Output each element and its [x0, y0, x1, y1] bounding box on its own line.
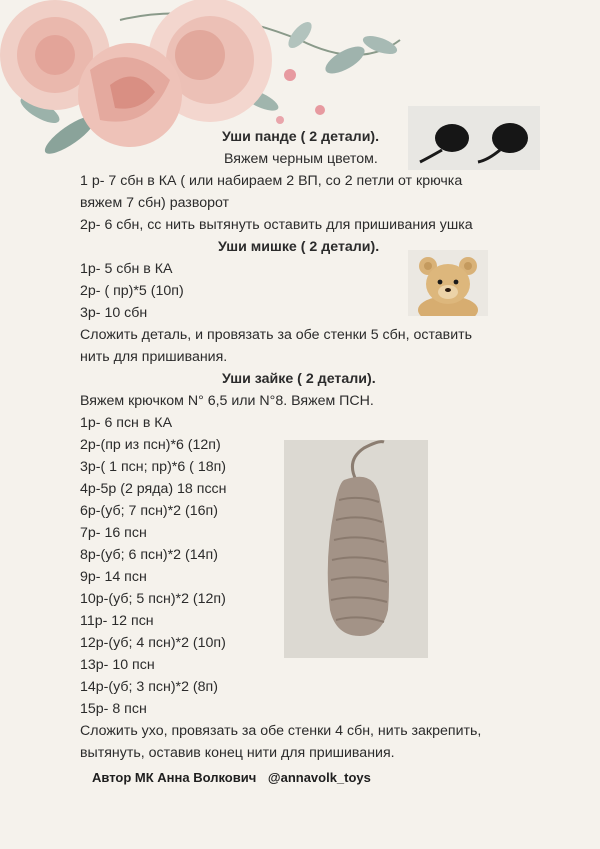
bunny-title: Уши зайке ( 2 детали).: [222, 371, 376, 387]
bunny-row: 7р- 16 псн: [80, 525, 147, 541]
bunny-row: 13р- 10 псн: [80, 657, 155, 673]
bunny-row: 4р-5р (2 ряда) 18 пссн: [80, 481, 227, 497]
bear-row-2: 2р- ( пр)*5 (10п): [80, 283, 184, 299]
bunny-row: 15р- 8 псн: [80, 701, 147, 717]
bunny-row: 3р-( 1 псн; пр)*6 ( 18п): [80, 459, 227, 475]
bunny-row: 6р-(уб; 7 псн)*2 (16п): [80, 503, 218, 519]
author-credit: [92, 770, 379, 785]
bear-finish-b: нить для пришивания.: [80, 349, 228, 365]
bunny-row: 10р-(уб; 5 псн)*2 (12п): [80, 591, 226, 607]
panda-row-1a: 1 р- 7 сбн в КА ( или набираем 2 ВП, со 2 петли от крючка: [80, 173, 463, 189]
bunny-row: 1р- 6 псн в КА: [80, 415, 173, 431]
bear-title: Уши мишке ( 2 детали).: [218, 239, 380, 255]
bunny-row: 14р-(уб; 3 псн)*2 (8п): [80, 679, 218, 695]
bunny-row: 12р-(уб; 4 псн)*2 (10п): [80, 635, 226, 651]
bunny-row: 2р-(пр из псн)*6 (12п): [80, 437, 221, 453]
bunny-row: 8р-(уб; 6 псн)*2 (14п): [80, 547, 218, 563]
author-name: Автор МК Анна Волкович: [92, 770, 257, 785]
bunny-row: 11р- 12 псн: [80, 613, 154, 629]
bunny-row: 9р- 14 псн: [80, 569, 147, 585]
panda-row-2: 2р- 6 сбн, сс нить вытянуть оставить для пришивания ушка: [80, 217, 473, 233]
bunny-finish-b: вытянуть, оставив конец нити для пришивания.: [80, 745, 395, 761]
panda-color-note: Вяжем черным цветом.: [224, 151, 378, 167]
panda-title: Уши панде ( 2 детали).: [222, 129, 380, 145]
author-handle: @annavolk_toys: [267, 770, 371, 785]
bunny-finish-a: Сложить ухо, провязать за обе стенки 4 сбн, нить закрепить,: [80, 723, 482, 739]
panda-row-1b: вяжем 7 сбн) разворот: [80, 195, 230, 211]
bear-row-3: 3р- 10 сбн: [80, 305, 148, 321]
bear-finish-a: Сложить деталь, и провязать за обе стенки 5 сбн, оставить: [80, 327, 473, 343]
bunny-hook-note: Вяжем крючком N° 6,5 или N°8. Вяжем ПСН.: [80, 393, 374, 409]
bear-row-1: 1р- 5 сбн в КА: [80, 261, 173, 277]
